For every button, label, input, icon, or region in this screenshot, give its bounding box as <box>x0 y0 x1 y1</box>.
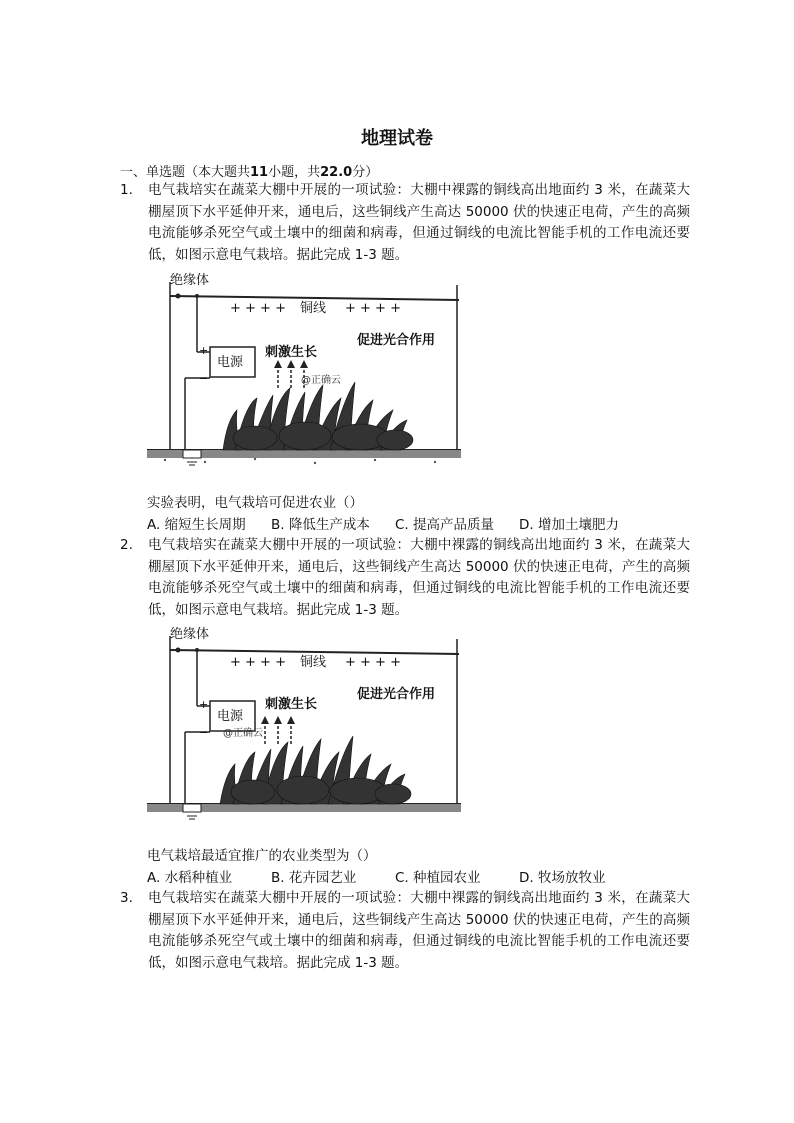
question-3 <box>120 888 690 974</box>
option-c[interactable]: C. 提高产品质量 <box>395 517 495 533</box>
question-number: 2. <box>120 537 133 553</box>
option-b[interactable]: B. 降低生产成本 <box>271 517 370 533</box>
label-power: 电源 <box>217 355 244 370</box>
option-d[interactable]: D. 增加土壤肥力 <box>519 517 619 533</box>
option-a[interactable]: A. 水稻种植业 <box>147 870 233 886</box>
label-positive: + <box>199 698 209 711</box>
label-photosynthesis: 促进光合作用 <box>357 333 436 348</box>
watermark: @正确云 <box>301 375 341 386</box>
page-title: 地理试卷 <box>361 128 433 149</box>
option-d[interactable]: D. 牧场放牧业 <box>519 870 606 886</box>
question-text: 电气栽培实在蔬菜大棚中开展的一项试验：大棚中裸露的铜线高出地面约 3 米，在蔬菜大棚屋顶下水平延伸开来，通电后，这些铜线产生高达 50000 伏的快速正电荷，产生的高频电流能够杀死空气或土壤中的细菌和病毒，但通过铜线的电流比智能手机的工作电流还要低，如图示意电气栽培。据此完成 1-3 题。 <box>148 537 690 618</box>
option-a[interactable]: A. 缩短生长周期 <box>147 517 246 533</box>
label-photosynthesis: 促进光合作用 <box>357 687 436 702</box>
figure-electric-cultivation <box>145 270 475 460</box>
label-plus-right: + + + + <box>345 655 401 670</box>
plants-illustration <box>223 382 413 450</box>
question-number: 3. <box>120 890 133 906</box>
label-stimulate: 刺激生长 <box>265 697 318 712</box>
label-stimulate: 刺激生长 <box>265 345 318 360</box>
question-text: 电气栽培实在蔬菜大棚中开展的一项试验：大棚中裸露的铜线高出地面约 3 米，在蔬菜大棚屋顶下水平延伸开来，通电后，这些铜线产生高达 50000 伏的快速正电荷，产生的高频电流能够杀死空气或土壤中的细菌和病毒，但通过铜线的电流比智能手机的工作电流还要低，如图示意电气栽培。据此完成 1-3 题。 <box>148 182 690 263</box>
watermark: @正确云 <box>223 728 263 739</box>
label-plus-left: + + + + <box>230 301 286 316</box>
label-negative: − <box>199 726 209 739</box>
question-text: 电气栽培实在蔬菜大棚中开展的一项试验：大棚中裸露的铜线高出地面约 3 米，在蔬菜大棚屋顶下水平延伸开来，通电后，这些铜线产生高达 50000 伏的快速正电荷，产生的高频电流能够杀死空气或土壤中的细菌和病毒，但通过铜线的电流比智能手机的工作电流还要低，如图示意电气栽培。据此完成 1-3 题。 <box>148 890 690 971</box>
question-2-options <box>147 866 605 886</box>
question-number: 1. <box>120 182 133 198</box>
label-power: 电源 <box>217 709 244 724</box>
label-insulator: 绝缘体 <box>170 273 210 288</box>
label-plus-left: + + + + <box>230 655 286 670</box>
label-positive: + <box>199 344 209 357</box>
label-wire: 铜线 <box>300 301 327 316</box>
label-wire: 铜线 <box>300 655 327 670</box>
label-insulator: 绝缘体 <box>170 627 210 642</box>
figure-electric-cultivation-2 <box>145 624 475 814</box>
question-1-stem: 实验表明，电气栽培可促进农业（） <box>147 495 363 511</box>
label-plus-right: + + + + <box>345 301 401 316</box>
question-1-options <box>147 513 619 533</box>
label-negative: − <box>199 372 209 385</box>
section-heading: 一、单选题（本大题共11小题，共22.0分） <box>120 165 379 180</box>
option-c[interactable]: C. 种植园农业 <box>395 870 481 886</box>
question-1 <box>120 180 690 266</box>
question-2 <box>120 535 690 621</box>
question-2-stem: 电气栽培最适宜推广的农业类型为（） <box>147 848 377 864</box>
option-b[interactable]: B. 花卉园艺业 <box>271 870 357 886</box>
plants-illustration <box>220 736 411 804</box>
